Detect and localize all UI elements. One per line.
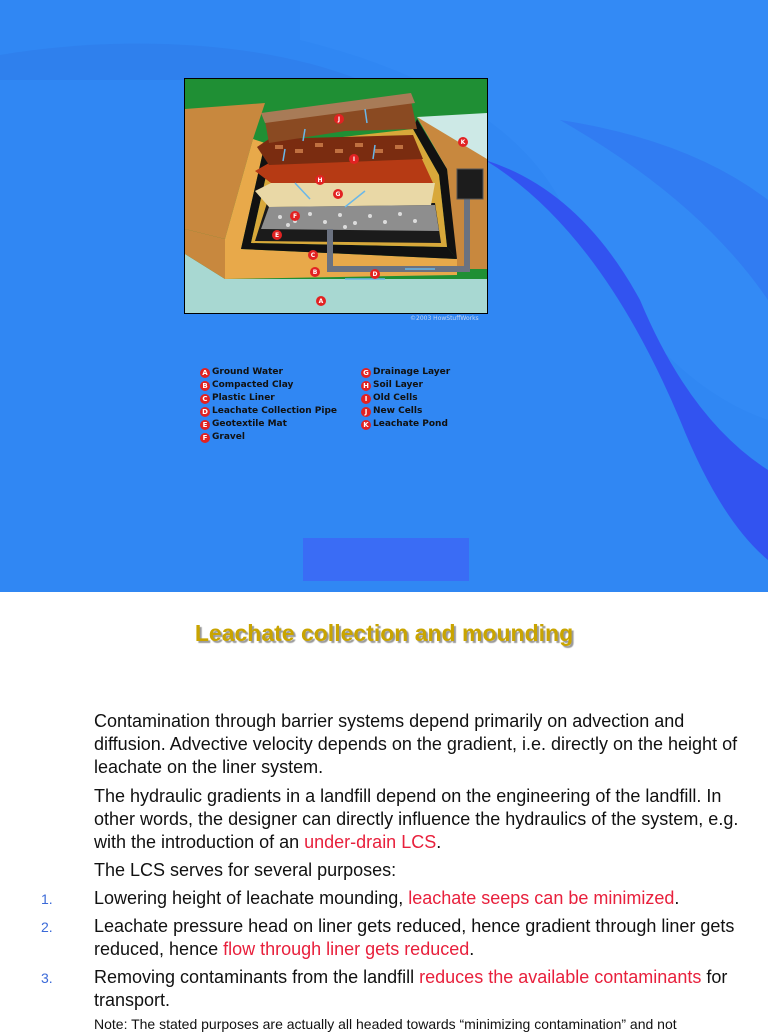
legend-badge: H (361, 381, 371, 391)
legend-label: Gravel (212, 432, 245, 442)
legend-label: Leachate Collection Pipe (212, 406, 338, 416)
legend-right (361, 366, 450, 431)
paragraph-1: Contamination through barrier systems depend primarily on advection and diffusion. Advective velocity depends on the gradient, i.e. directly on the height of leachate on the liner system. (94, 711, 738, 777)
list-item-end: for transport. (94, 967, 728, 1010)
legend-badge: E (200, 420, 210, 430)
legend-badge: K (361, 420, 371, 430)
legend-item (200, 392, 337, 405)
svg-text:G: G (335, 191, 341, 198)
landfill-diagram (184, 78, 488, 314)
legend-item (361, 405, 450, 418)
legend-item (200, 366, 337, 379)
legend-badge: B (200, 381, 210, 391)
legend-item (200, 431, 337, 444)
legend-label: Old Cells (373, 393, 418, 403)
list-number: 3. (41, 970, 53, 986)
legend-item (361, 366, 450, 379)
legend-badge: I (361, 394, 371, 404)
highlight-text: flow through liner gets reduced (223, 939, 470, 959)
list-item-text: Removing contaminants from the landfill (94, 967, 420, 987)
paragraph-3: The LCS serves for several purposes: (94, 860, 397, 880)
legend-badge: G (361, 368, 371, 378)
svg-text:E: E (274, 232, 280, 239)
svg-text:H: H (317, 177, 323, 184)
list-item (94, 887, 744, 910)
legend-label: Geotextile Mat (212, 419, 287, 429)
svg-text:F: F (292, 213, 298, 220)
paragraph-end: . (436, 832, 442, 852)
svg-text:I: I (352, 156, 356, 163)
legend-item (200, 405, 337, 418)
legend-label: Drainage Layer (373, 367, 451, 377)
legend-label: Soil Layer (373, 380, 423, 390)
legend-badge: D (200, 407, 210, 417)
legend-label: Ground Water (212, 367, 283, 377)
slide-title: Leachate collection and mounding (194, 620, 574, 646)
paragraph-2 (94, 785, 744, 854)
legend-label: Plastic Liner (212, 393, 275, 403)
legend-badge: C (200, 394, 210, 404)
svg-text:C: C (310, 252, 316, 259)
list-item (94, 915, 744, 961)
highlight-text: leachate seeps can be minimized (408, 888, 675, 908)
note-text: Note: The stated purposes are actually all headed towards “minimizing contamination” and not (94, 1016, 677, 1032)
svg-text:K: K (460, 139, 466, 146)
list-item-text: Leachate pressure head on liner gets reduced, hence gradient through liner gets reduced, hence (94, 916, 735, 959)
legend-badge: F (200, 433, 210, 443)
legend-left (200, 366, 337, 444)
legend-item (361, 418, 450, 431)
legend-label: Leachate Pond (373, 419, 448, 429)
list-item-end: . (469, 939, 475, 959)
legend-badge: J (361, 407, 371, 417)
legend-item (200, 379, 337, 392)
svg-text:D: D (372, 271, 378, 278)
list-item-end: . (674, 888, 680, 908)
svg-text:B: B (312, 269, 318, 276)
list-item (94, 966, 744, 1012)
paragraph-2-text: The hydraulic gradients in a landfill depend on the engineering of the landfill. In other words, the designer can directly influence the hydraulics of the system, e.g. with the introduction of an (94, 786, 739, 852)
copyright-text: ©2003 HowStuffWorks (410, 315, 479, 322)
legend-item (200, 418, 337, 431)
list-number: 1. (41, 891, 53, 907)
legend-badge: A (200, 368, 210, 378)
legend-item (361, 392, 450, 405)
blank-box (303, 538, 469, 581)
svg-text:A: A (318, 298, 324, 305)
slide-text (0, 592, 768, 1032)
legend-item (361, 379, 450, 392)
highlight-text: reduces the available contaminants (419, 967, 702, 987)
list-item-text: Lowering height of leachate mounding, (94, 888, 409, 908)
legend-label: Compacted Clay (212, 380, 294, 390)
svg-text:J: J (337, 116, 341, 123)
legend-label: New Cells (373, 406, 423, 416)
list-number: 2. (41, 919, 53, 935)
highlight-text: under-drain LCS (304, 832, 437, 852)
